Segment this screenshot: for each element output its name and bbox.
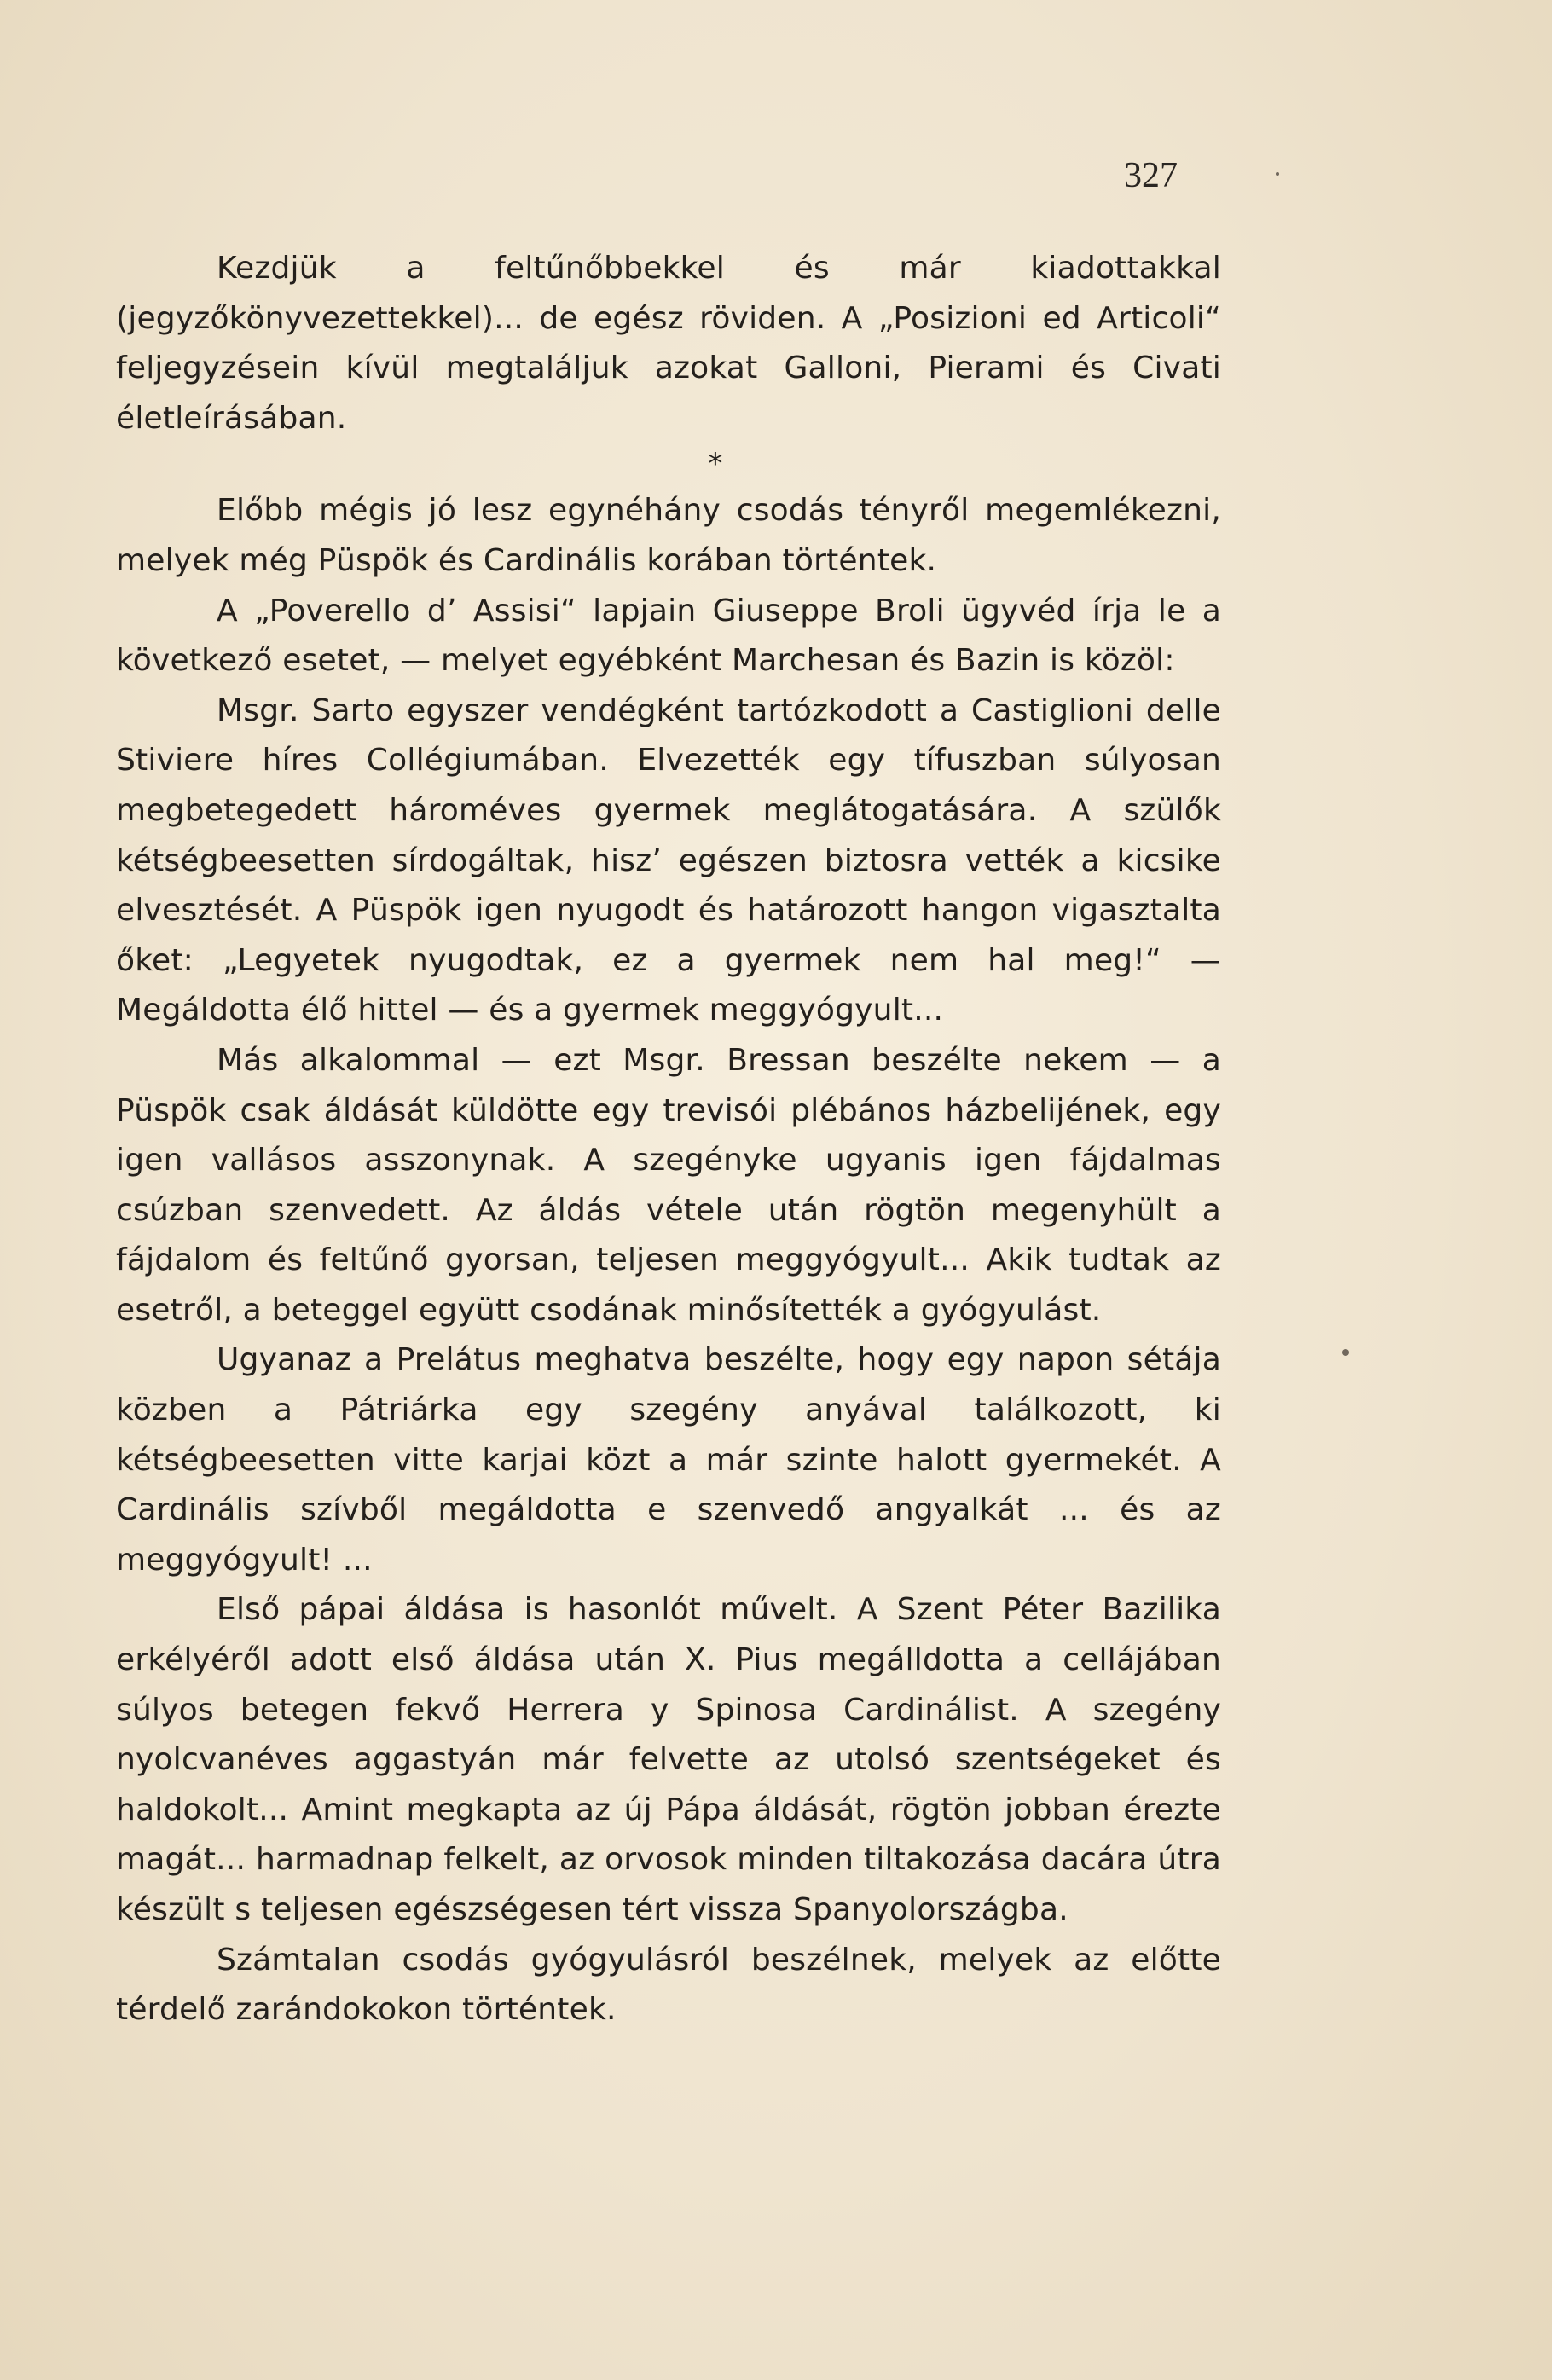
paragraph-2: Előbb mégis jó lesz egynéhány csodás tényről megemlékezni, melyek még Püspök és Cardinális korában történtek. xyxy=(116,493,1221,578)
paragraph-1: Kezdjük a feltűnőbbekkel és már kiadottakkal (jegyzőkönyvezettekkel)... de egész röviden. A „Posizioni ed Articoli“ feljegyzésein kívül megtaláljuk azokat Galloni, Pierami és Civati életleírásában. xyxy=(116,251,1221,436)
paragraph-6: Ugyanaz a Prelátus meghatva beszélte, hogy egy napon sétája közben a Pátriárka egy szegény anyával találkozott, ki kétségbeesetten vitte karjai közt a már szinte halott gyermekét. A Cardinális szívből megáldotta e szenvedő angyalkát ... és az meggyógyult! ... xyxy=(116,1342,1221,1578)
paragraph-3: A „Poverello d’ Assisi“ lapjain Giuseppe Broli ügyvéd írja le a következő esetet, — melyet egyébként Marchesan és Bazin is közöl: xyxy=(116,593,1221,679)
paragraph-4: Msgr. Sarto egyszer vendégként tartózkodott a Castiglioni delle Stiviere híres Collégiumában. Elvezették egy tífuszban súlyosan megbetegedett hároméves gyermek meglátogatására. A szülők kétségbeesetten sírdogáltak, hisz’ egészen biztosra vették a kicsike elvesztését. A Püspök igen nyugodt és határozott hangon vigasztalta őket: „Legyetek nyugodtak, ez a gyermek nem hal meg!“ — Megáldotta élő hittel — és a gyermek meggyógyult... xyxy=(116,692,1221,1028)
paper-speck xyxy=(1276,172,1279,176)
paper-speck xyxy=(1342,1349,1349,1356)
body-text xyxy=(116,244,1221,2035)
paragraph-8: Számtalan csodás gyógyulásról beszélnek, melyek az előtte térdelő zarándokokon történtek. xyxy=(116,1942,1221,2028)
paragraph-5: Más alkalommal — ezt Msgr. Bressan beszélte nekem — a Püspök csak áldását küldötte egy trevisói plébános házbelijének, egy igen vallásos asszonynak. A szegényke ugyanis igen fájdalmas csúzban szenvedett. Az áldás vétele után rögtön megenyhült a fájdalom és feltűnő gyorsan, teljesen meggyógyult... Akik tudtak az esetről, a beteggel együtt csodának minősítették a gyógyulást. xyxy=(116,1042,1221,1328)
paragraph-7: Első pápai áldása is hasonlót művelt. A Szent Péter Bazilika erkélyéről adott első áldása után X. Pius megálldotta a cellájában súlyos betegen fekvő Herrera y Spinosa Cardinálist. A szegény nyolcvanéves aggastyán már felvette az utolsó szentségeket és haldokolt... Amint megkapta az új Pápa áldását, rögtön jobban érezte magát... harmadnap felkelt, az orvosok minden tiltakozása dacára útra készült s teljesen egészségesen tért vissza Spanyolországba. xyxy=(116,1592,1221,1927)
section-separator: * xyxy=(708,447,723,482)
page-number: 327 xyxy=(1124,156,1178,195)
